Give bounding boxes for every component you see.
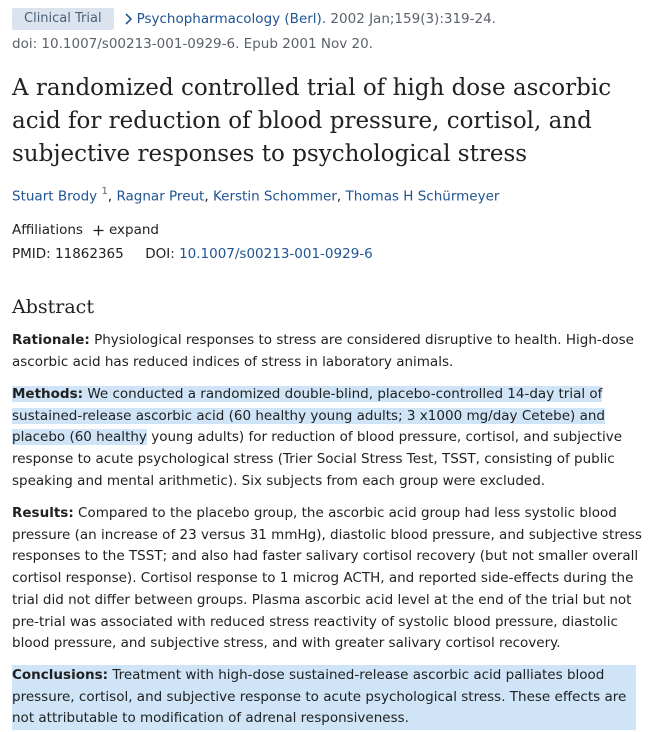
abstract-methods xyxy=(12,384,652,493)
article-title: A randomized controlled trial of high dose ascorbic acid for reduction of blood pressure, cortisol, and subjective responses to psychological stress xyxy=(12,75,612,167)
pmid-value: 11862365 xyxy=(55,246,124,262)
methods-label: Methods: xyxy=(12,386,84,402)
plus-icon xyxy=(93,225,104,236)
rationale-label: Rationale: xyxy=(12,332,90,348)
conclusions-text: Treatment with high-dose sustained-release ascorbic acid palliates blood pressure, cortisol, and subjective response to acute psychological stress. These effects are not attributable to modification of adrenal responsiveness. xyxy=(12,667,627,727)
abstract-results xyxy=(12,503,652,655)
results-label: Results: xyxy=(12,505,74,521)
pmid-label: PMID: xyxy=(12,246,51,262)
doi-link[interactable]: 10.1007/s00213-001-0929-6 xyxy=(179,246,373,262)
methods-text: young adults) for reduction of blood pressure, cortisol, and subjective response to acute psychological stress (Trier Social Stress Test, TSST, consisting of public speaking and mental arithmetic). Six subjects from each group were excluded. xyxy=(12,429,623,489)
author-link[interactable]: Ragnar Preut xyxy=(116,188,205,205)
methods-text-highlighted: We conducted a randomized double-blind, placebo-controlled 14-day trial of sustained-release ascorbic acid (60 healthy young adults; 3 x1000 mg/day Cetebe) and placebo (60 healthy xyxy=(12,386,605,446)
rationale-text: Physiological responses to stress are considered disruptive to health. High-dose ascorbic acid has reduced indices of stress in laboratory animals. xyxy=(12,332,634,370)
author-link[interactable]: Kerstin Schommer xyxy=(212,188,337,205)
citation-row xyxy=(12,7,496,31)
affiliations-label: Affiliations xyxy=(12,222,83,238)
author-link[interactable]: Stuart Brody xyxy=(12,188,98,205)
abstract-heading: Abstract xyxy=(12,296,94,318)
chevron-right-icon xyxy=(124,12,134,26)
author-list xyxy=(12,187,499,205)
publication-type-badge[interactable]: Clinical Trial xyxy=(12,8,114,30)
journal-link[interactable]: Psychopharmacology (Berl). xyxy=(136,11,327,27)
citation-issue xyxy=(326,11,496,27)
results-text: Compared to the placebo group, the ascorbic acid group had less systolic blood pressure (an increase of 23 versus 31 mmHg), diastolic blood pressure, and subjective stress responses to the TSST; and also had faster salivary cortisol recovery (but not smaller overall cortisol response). Cortisol response to 1 microg ACTH, and reported side-effects during the trial did not differ between groups. Plasma ascorbic acid level at the end of the trial but not pre-trial was associated with reduced stress reactivity of systolic blood pressure, diastolic blood pressure, and subjective stress, and with greater salivary cortisol recovery. xyxy=(12,505,642,652)
abstract-rationale xyxy=(12,330,652,373)
author-separator: , xyxy=(204,188,209,205)
identifiers-row xyxy=(12,246,373,262)
abstract-conclusions xyxy=(12,665,636,730)
citation-doi-line: doi: 10.1007/s00213-001-0929-6. Epub 2001 Nov 20. xyxy=(12,36,373,52)
affiliation-ref[interactable]: 1 xyxy=(101,186,108,197)
author-separator: , xyxy=(107,188,113,205)
author-link[interactable]: Thomas H Schürmeyer xyxy=(345,188,500,205)
conclusions-label: Conclusions: xyxy=(12,667,109,683)
citation-issue-text: 2002 Jan;159(3):319-24. xyxy=(330,11,496,27)
affiliations-expand-button[interactable] xyxy=(93,222,159,238)
expand-label: expand xyxy=(108,222,159,238)
doi-label: DOI: xyxy=(145,246,175,262)
affiliations-row xyxy=(12,222,159,238)
author-separator: , xyxy=(336,188,342,205)
